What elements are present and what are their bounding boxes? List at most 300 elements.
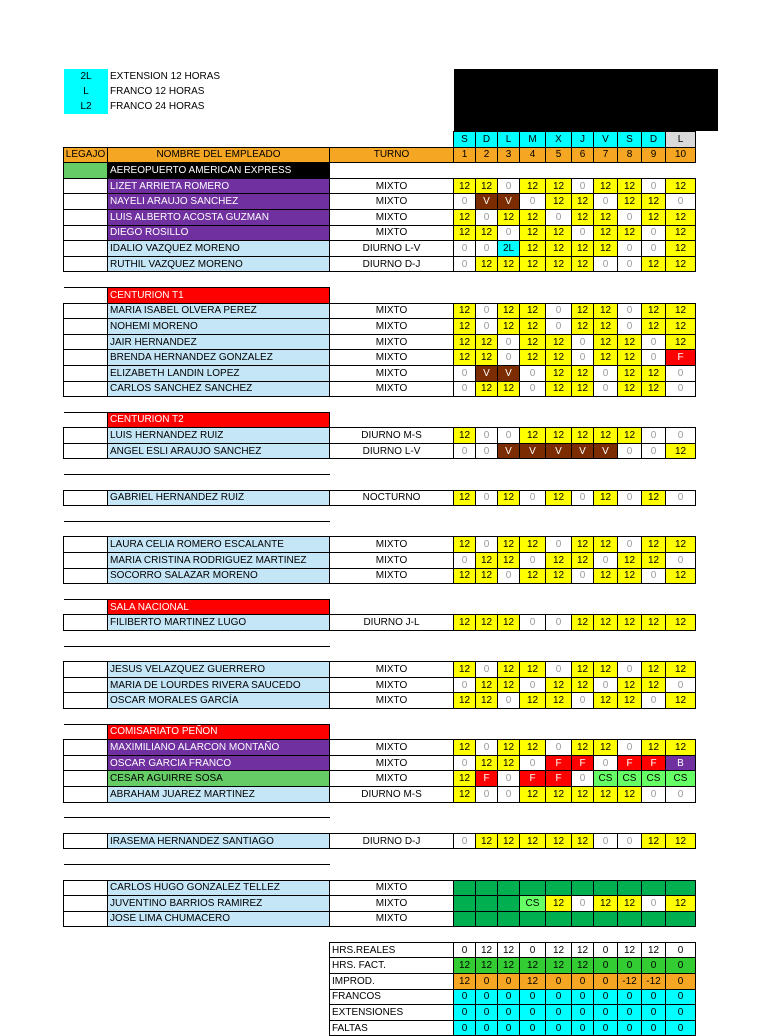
legajo-cell	[64, 615, 108, 631]
day-cell: 12	[642, 256, 666, 272]
day-cell: CS	[642, 771, 666, 787]
employee-name: NOHEMI MORENO	[108, 319, 330, 335]
day-cell: 12	[642, 490, 666, 506]
day-cell: 0	[476, 786, 498, 802]
employee-row	[64, 786, 696, 802]
day-cell: 0	[572, 568, 594, 584]
day-cell: 12	[642, 662, 666, 678]
day-cell: 12	[594, 428, 618, 444]
day-cell: 12	[454, 490, 476, 506]
day-cell: 12	[476, 381, 498, 397]
day-cell: 0	[618, 740, 642, 756]
section-title-row	[64, 864, 696, 880]
employee-name: GABRIEL HERNANDEZ RUIZ	[108, 490, 330, 506]
employee-name: LAURA CELIA ROMERO ESCALANTE	[108, 537, 330, 553]
day-cell: 12	[666, 256, 696, 272]
spacer	[64, 397, 696, 413]
day-cell: 12	[618, 553, 642, 569]
section-title-row	[64, 163, 696, 179]
day-cell	[454, 880, 476, 896]
employee-row	[64, 303, 696, 319]
spacer-row	[64, 459, 696, 475]
summary-cell: 0	[594, 989, 618, 1005]
day-cell: 12	[618, 225, 642, 241]
legajo-cell	[64, 740, 108, 756]
day-cell: 0	[618, 256, 642, 272]
spacer-row	[64, 802, 696, 818]
turno-cell: DIURNO D-J	[330, 256, 454, 272]
day-cell: 12	[498, 615, 520, 631]
employee-name: RUTHIL VAZQUEZ MORENO	[108, 256, 330, 272]
day-cell: 12	[642, 833, 666, 849]
day-letter: L	[666, 132, 696, 148]
day-cell: B	[666, 755, 696, 771]
section-title-row	[64, 599, 696, 615]
turno-cell: MIXTO	[330, 537, 454, 553]
day-cell: 0	[594, 755, 618, 771]
section-code	[64, 818, 108, 834]
summary-cell: 12	[454, 958, 476, 974]
summary-cell: 0	[498, 1005, 520, 1021]
legend-code: L2	[64, 99, 108, 114]
day-cell: 12	[454, 568, 476, 584]
day-cell: 0	[618, 319, 642, 335]
day-cell: 12	[642, 303, 666, 319]
turno-cell: MIXTO	[330, 381, 454, 397]
day-cell	[498, 896, 520, 912]
spacer	[64, 849, 696, 865]
employee-row	[64, 334, 696, 350]
spacer-row	[64, 584, 696, 600]
summary-cell: 0	[476, 974, 498, 990]
employee-row	[64, 319, 696, 335]
day-cell: 0	[520, 381, 546, 397]
legajo-cell	[64, 256, 108, 272]
day-cell: 12	[618, 178, 642, 194]
day-cell: 0	[520, 365, 546, 381]
summary-cell: 0	[572, 989, 594, 1005]
employee-name: JUVENTINO BARRIOS RAMIREZ	[108, 896, 330, 912]
employee-name: ELIZABETH LANDIN LOPEZ	[108, 365, 330, 381]
legajo-cell	[64, 677, 108, 693]
day-cell: 12	[572, 381, 594, 397]
day-cell: 12	[618, 693, 642, 709]
legajo-cell	[64, 334, 108, 350]
redacted-block	[454, 69, 718, 131]
turno-cell: MIXTO	[330, 880, 454, 896]
legajo-cell	[64, 303, 108, 319]
turno-cell: DIURNO J-L	[330, 615, 454, 631]
day-cell: 12	[476, 350, 498, 366]
day-letter: D	[476, 132, 498, 148]
day-cell: 12	[454, 303, 476, 319]
employee-name: FILIBERTO MARTINEZ LUGO	[108, 615, 330, 631]
day-cell: 12	[666, 833, 696, 849]
day-cell: 0	[666, 490, 696, 506]
summary-cell: 0	[454, 942, 476, 958]
day-cell: 12	[572, 241, 594, 257]
spacer	[64, 584, 696, 600]
employee-row	[64, 350, 696, 366]
day-cell: 12	[520, 740, 546, 756]
summary-cell: 0	[642, 1020, 666, 1036]
summary-cell: 0	[546, 1020, 572, 1036]
summary-cell: 12	[520, 958, 546, 974]
day-letter: S	[454, 132, 476, 148]
day-cell: 0	[476, 428, 498, 444]
day-cell: F	[476, 771, 498, 787]
day-cell: 12	[666, 303, 696, 319]
day-cell: 12	[520, 693, 546, 709]
day-cell	[618, 911, 642, 927]
day-cell: 12	[546, 896, 572, 912]
employee-name: DIEGO ROSILLO	[108, 225, 330, 241]
day-cell: CS	[520, 896, 546, 912]
summary-cell: 0	[498, 989, 520, 1005]
summary-label: HRS. FACT.	[330, 958, 454, 974]
day-letter: M	[520, 132, 546, 148]
employee-row	[64, 256, 696, 272]
day-letter: V	[594, 132, 618, 148]
legajo-cell	[64, 241, 108, 257]
day-cell: 12	[666, 896, 696, 912]
day-cell: 12	[594, 225, 618, 241]
employee-name: OSCAR MORALES GARCÍA	[108, 693, 330, 709]
cell	[108, 132, 330, 148]
turno-cell: DIURNO M-S	[330, 786, 454, 802]
day-cell: V	[594, 443, 618, 459]
turno-cell: MIXTO	[330, 693, 454, 709]
day-cell: 12	[594, 350, 618, 366]
day-cell: 12	[618, 350, 642, 366]
day-number: 10	[666, 147, 696, 163]
day-cell: 12	[666, 537, 696, 553]
day-cell: 12	[546, 490, 572, 506]
day-cell: V	[572, 443, 594, 459]
day-cell: 12	[594, 568, 618, 584]
day-cell: 12	[546, 256, 572, 272]
summary-cell: 0	[594, 958, 618, 974]
day-cell: 12	[454, 350, 476, 366]
day-cell: 0	[546, 303, 572, 319]
summary-cell: 12	[546, 942, 572, 958]
day-cell: 12	[572, 615, 594, 631]
section-title: COMISARIATO PEÑON	[108, 724, 330, 740]
day-cell	[454, 896, 476, 912]
summary-cell: 0	[476, 989, 498, 1005]
day-cell: 0	[546, 319, 572, 335]
day-cell: 12	[546, 568, 572, 584]
section-blank	[330, 724, 696, 740]
cell	[64, 132, 108, 148]
day-cell: 0	[546, 740, 572, 756]
summary-cell: 0	[454, 989, 476, 1005]
day-cell: 0	[476, 740, 498, 756]
summary-row	[64, 989, 696, 1005]
day-cell: 0	[476, 303, 498, 319]
day-cell: 12	[546, 381, 572, 397]
summary-cell: 0	[618, 1020, 642, 1036]
legajo-cell	[64, 833, 108, 849]
legajo-cell	[64, 896, 108, 912]
section-blank	[330, 599, 696, 615]
day-cell: 12	[594, 241, 618, 257]
summary-cell: 0	[666, 974, 696, 990]
section-title: AEREOPUERTO AMERICAN EXPRESS	[108, 163, 330, 179]
day-cell: 0	[454, 241, 476, 257]
turno-cell: MIXTO	[330, 677, 454, 693]
day-cell: 0	[454, 677, 476, 693]
day-cell: 12	[618, 365, 642, 381]
summary-cell: 0	[572, 1020, 594, 1036]
day-cell: 0	[520, 194, 546, 210]
turno-cell: MIXTO	[330, 896, 454, 912]
day-cell: 12	[594, 693, 618, 709]
day-cell: 12	[618, 428, 642, 444]
employee-name: CESAR AGUIRRE SOSA	[108, 771, 330, 787]
summary-cell: 0	[476, 1005, 498, 1021]
day-cell: 0	[618, 303, 642, 319]
day-cell: 12	[666, 178, 696, 194]
day-cell	[666, 880, 696, 896]
employee-name: MARIA CRISTINA RODRIGUEZ MARTINEZ	[108, 553, 330, 569]
day-cell: 12	[546, 553, 572, 569]
summary-blank	[64, 942, 330, 958]
day-cell: 0	[594, 677, 618, 693]
section-title-row	[64, 521, 696, 537]
summary-label: IMPROD.	[330, 974, 454, 990]
day-cell: 12	[642, 677, 666, 693]
day-cell: 12	[642, 381, 666, 397]
day-cell: 12	[454, 428, 476, 444]
day-cell: 12	[520, 537, 546, 553]
day-cell: 12	[498, 381, 520, 397]
turno-cell: MIXTO	[330, 911, 454, 927]
day-cell: 0	[476, 209, 498, 225]
day-cell: 0	[498, 771, 520, 787]
day-cell: 0	[498, 693, 520, 709]
day-cell: 0	[642, 568, 666, 584]
day-cell: 12	[454, 334, 476, 350]
day-cell: 12	[618, 381, 642, 397]
day-letter: X	[546, 132, 572, 148]
day-cell: 12	[642, 209, 666, 225]
day-cell: 12	[666, 568, 696, 584]
employee-row	[64, 677, 696, 693]
day-cell	[572, 880, 594, 896]
section-blank	[330, 521, 696, 537]
day-cell: 12	[498, 490, 520, 506]
spacer	[64, 459, 696, 475]
turno-cell: MIXTO	[330, 771, 454, 787]
employee-row	[64, 693, 696, 709]
day-cell: 0	[642, 225, 666, 241]
legajo-cell	[64, 755, 108, 771]
summary-cell: 0	[666, 1005, 696, 1021]
employee-name: MARIA ISABEL OLVERA PEREZ	[108, 303, 330, 319]
day-cell: 12	[572, 537, 594, 553]
day-cell: 12	[618, 568, 642, 584]
employee-name: MAXIMILIANO ALARCON MONTAÑO	[108, 740, 330, 756]
day-cell	[454, 911, 476, 927]
day-cell	[520, 880, 546, 896]
day-cell: 0	[476, 443, 498, 459]
day-cell	[476, 911, 498, 927]
day-cell: 12	[520, 568, 546, 584]
summary-label: FRANCOS	[330, 989, 454, 1005]
legend-code: 2L	[64, 69, 108, 84]
day-cell: 12	[642, 319, 666, 335]
day-cell: 0	[498, 568, 520, 584]
day-cell: 12	[546, 428, 572, 444]
summary-cell: 0	[666, 958, 696, 974]
employee-name: BRENDA HERNANDEZ GONZALEZ	[108, 350, 330, 366]
employee-name: JAIR HERNANDEZ	[108, 334, 330, 350]
section-blank	[330, 287, 696, 303]
day-cell: 0	[572, 693, 594, 709]
day-cell: 0	[642, 786, 666, 802]
day-cell	[666, 911, 696, 927]
day-cell: 12	[520, 833, 546, 849]
day-letter: J	[572, 132, 594, 148]
day-cell: 12	[642, 615, 666, 631]
day-cell: 12	[666, 693, 696, 709]
summary-row	[64, 958, 696, 974]
legajo-cell	[64, 178, 108, 194]
turno-cell: MIXTO	[330, 319, 454, 335]
day-cell: 0	[642, 896, 666, 912]
turno-cell: MIXTO	[330, 350, 454, 366]
summary-cell: 0	[520, 1005, 546, 1021]
day-cell: 12	[546, 194, 572, 210]
summary-cell: 12	[498, 942, 520, 958]
day-cell: 12	[520, 303, 546, 319]
summary-cell: 0	[642, 958, 666, 974]
turno-cell: NOCTURNO	[330, 490, 454, 506]
employee-name: LUIS ALBERTO ACOSTA GUZMAN	[108, 209, 330, 225]
day-cell: 12	[642, 537, 666, 553]
day-number: 2	[476, 147, 498, 163]
day-cell: 0	[618, 537, 642, 553]
summary-cell: 0	[476, 1020, 498, 1036]
day-cell: 12	[572, 662, 594, 678]
turno-cell: MIXTO	[330, 662, 454, 678]
day-number: 1	[454, 147, 476, 163]
summary-label: HRS.REALES	[330, 942, 454, 958]
spacer	[64, 506, 696, 522]
employee-name: LIZET ARRIETA ROMERO	[108, 178, 330, 194]
day-cell: 12	[594, 334, 618, 350]
day-cell: 12	[454, 662, 476, 678]
section-title: SALA NACIONAL	[108, 599, 330, 615]
summary-cell: 0	[594, 942, 618, 958]
turno-cell: MIXTO	[330, 740, 454, 756]
day-cell: 12	[498, 256, 520, 272]
summary-blank	[64, 958, 330, 974]
day-cell: 12	[666, 241, 696, 257]
day-cell: 12	[594, 490, 618, 506]
day-cell: 0	[666, 553, 696, 569]
day-cell: F	[520, 771, 546, 787]
summary-cell: 0	[572, 974, 594, 990]
day-letters-row	[64, 132, 696, 148]
day-cell: 12	[572, 553, 594, 569]
day-cell: 12	[642, 194, 666, 210]
day-number: 9	[642, 147, 666, 163]
day-cell: 0	[520, 615, 546, 631]
day-cell: 12	[666, 443, 696, 459]
day-cell: 12	[476, 833, 498, 849]
name-header: NOMBRE DEL EMPLEADO	[108, 147, 330, 163]
day-cell: 0	[618, 662, 642, 678]
legajo-cell	[64, 568, 108, 584]
day-cell	[520, 911, 546, 927]
summary-cell: 12	[546, 958, 572, 974]
summary-blank	[64, 1005, 330, 1021]
employee-row	[64, 537, 696, 553]
summary-blank	[64, 989, 330, 1005]
spacer	[64, 272, 696, 288]
summary-cell: 12	[642, 942, 666, 958]
summary-cell: 0	[498, 1020, 520, 1036]
section-blank	[330, 412, 696, 428]
day-cell: 12	[618, 786, 642, 802]
day-cell: 12	[572, 677, 594, 693]
spacer-row	[64, 631, 696, 647]
day-cell: 0	[454, 381, 476, 397]
day-cell: 12	[594, 615, 618, 631]
legajo-cell	[64, 365, 108, 381]
day-cell: 12	[546, 334, 572, 350]
section-title-row	[64, 287, 696, 303]
section-title	[108, 521, 330, 537]
day-cell: 0	[642, 693, 666, 709]
legajo-cell	[64, 490, 108, 506]
day-cell: 0	[546, 209, 572, 225]
summary-cell: -12	[618, 974, 642, 990]
employee-row	[64, 911, 696, 927]
summary-cell: 0	[454, 1005, 476, 1021]
day-cell: 0	[572, 490, 594, 506]
legajo-cell	[64, 880, 108, 896]
day-cell: 12	[454, 786, 476, 802]
day-cell: 12	[520, 256, 546, 272]
summary-cell: 0	[594, 974, 618, 990]
day-cell	[642, 880, 666, 896]
day-cell: 0	[618, 241, 642, 257]
day-cell: 0	[520, 755, 546, 771]
day-cell: 12	[666, 334, 696, 350]
employee-row	[64, 880, 696, 896]
employee-row	[64, 178, 696, 194]
day-cell: 0	[618, 490, 642, 506]
legajo-cell	[64, 911, 108, 927]
day-cell: 12	[520, 662, 546, 678]
employee-row	[64, 209, 696, 225]
spacer-row	[64, 272, 696, 288]
summary-cell: 0	[666, 1020, 696, 1036]
day-cell: 12	[454, 178, 476, 194]
day-cell: V	[546, 443, 572, 459]
section-title: CENTURION T1	[108, 287, 330, 303]
employee-name: IRASEMA HERNANDEZ SANTIAGO	[108, 833, 330, 849]
day-cell: 12	[546, 178, 572, 194]
day-cell: 12	[476, 553, 498, 569]
spacer	[64, 802, 696, 818]
spacer-row	[64, 849, 696, 865]
day-cell	[594, 911, 618, 927]
employee-name: SOCORRO SALAZAR MORENO	[108, 568, 330, 584]
